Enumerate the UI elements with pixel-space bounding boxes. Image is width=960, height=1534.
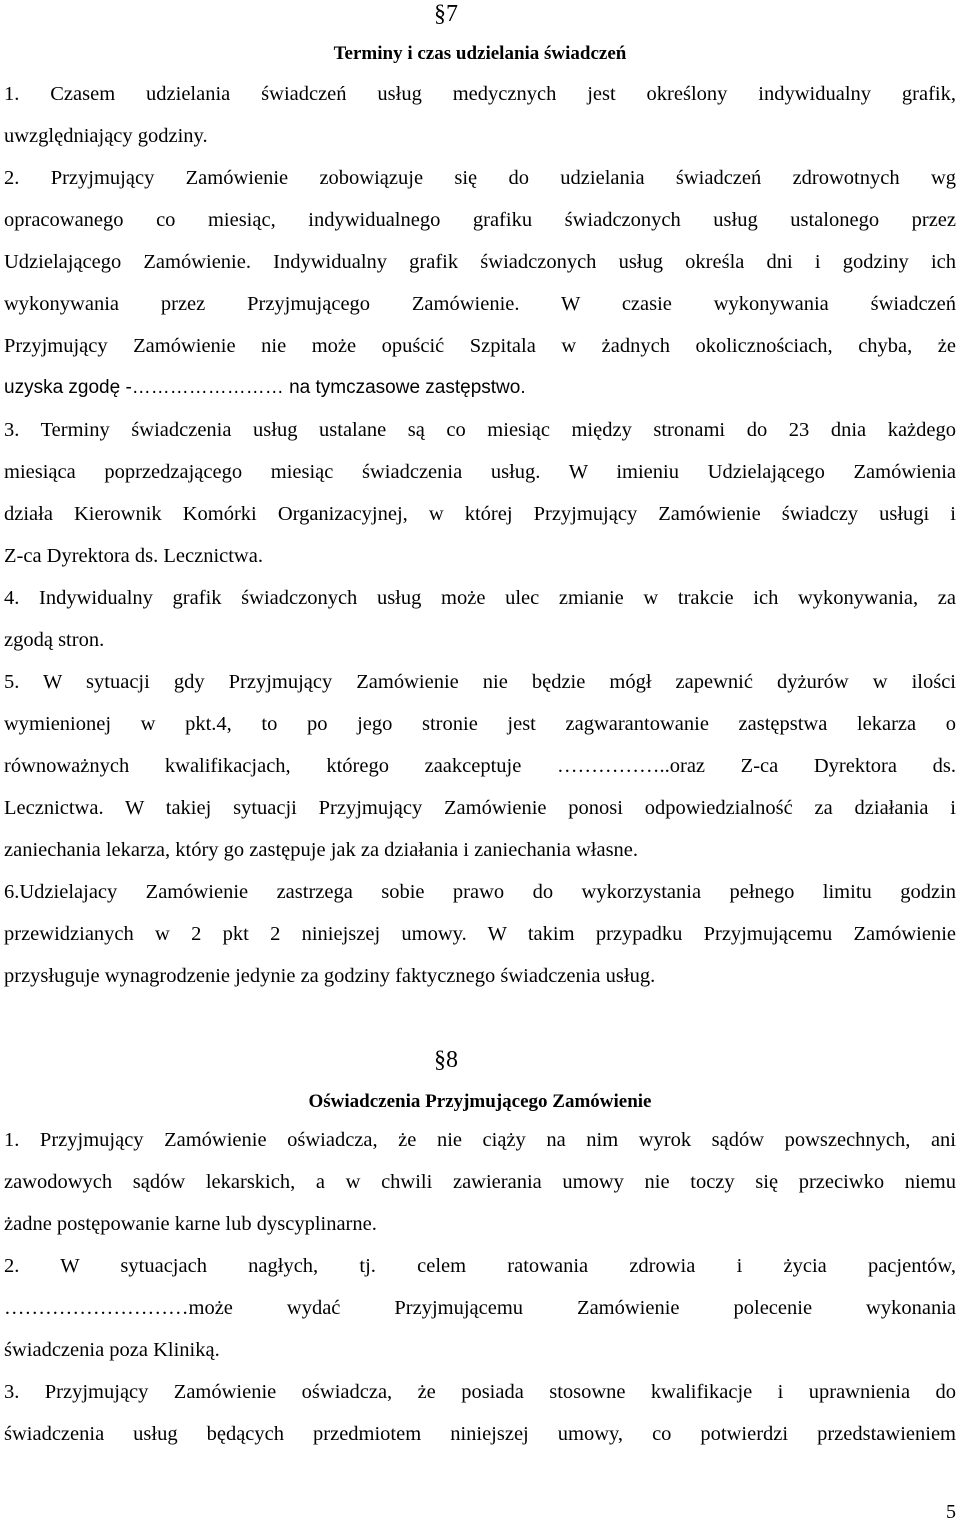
paragraph-line: równoważnych kwalifikacjach, którego zaakceptuje ……………..oraz Z-ca Dyrektora ds.: [4, 755, 956, 777]
paragraph-line: Przyjmujący Zamówienie nie może opuścić Szpitala w żadnych okolicznościach, chyba, że: [4, 335, 956, 357]
paragraph-line: wykonywania przez Przyjmującego Zamówienie. W czasie wykonywania świadczeń: [4, 293, 956, 315]
paragraph-line: 5. W sytuacji gdy Przyjmujący Zamówienie nie będzie mógł zapewnić dyżurów w ilości: [4, 671, 956, 693]
paragraph-line: przysługuje wynagrodzenie jedynie za godziny faktycznego świadczenia usług.: [4, 965, 656, 987]
paragraph-line: przewidzianych w 2 pkt 2 niniejszej umowy. W takim przypadku Przyjmującemu Zamówienie: [4, 923, 956, 945]
paragraph-line: wymienionej w pkt.4, to po jego stronie jest zagwarantowanie zastępstwa lekarza o: [4, 713, 956, 735]
paragraph-line: Z-ca Dyrektora ds. Lecznictwa.: [4, 545, 263, 567]
paragraph-line: świadczenia usług będących przedmiotem niniejszej umowy, co potwierdzi przedstawieniem: [4, 1423, 956, 1445]
section-8-title: Oświadczenia Przyjmującego Zamówienie: [308, 1091, 652, 1112]
paragraph-line: Lecznictwa. W takiej sytuacji Przyjmujący Zamówienie ponosi odpowiedzialność za działania i: [4, 797, 956, 819]
paragraph-line: 3. Terminy świadczenia usług ustalane są co miesiąc między stronami do 23 dnia każdego: [4, 419, 956, 441]
paragraph-line: 2. Przyjmujący Zamówienie zobowiązuje się do udzielania świadczeń zdrowotnych wg: [4, 167, 956, 189]
section-8-mark: §8: [434, 1047, 458, 1073]
section-7-mark: §7: [434, 1, 458, 27]
page-number: 5: [946, 1501, 956, 1523]
paragraph-line: zaniechania lekarza, który go zastępuje jak za działania i zaniechania własne.: [4, 839, 639, 861]
paragraph-line: żadne postępowanie karne lub dyscyplinarne.: [4, 1213, 377, 1235]
paragraph-line: miesiąca poprzedzającego miesiąc świadczenia usług. W imieniu Udzielającego Zamówienia: [4, 461, 956, 483]
paragraph-line: świadczenia poza Kliniką.: [4, 1339, 220, 1361]
paragraph-line: 1. Przyjmujący Zamówienie oświadcza, że nie ciąży na nim wyrok sądów powszechnych, ani: [4, 1129, 956, 1151]
paragraph-line: 1. Czasem udzielania świadczeń usług medycznych jest określony indywidualny grafik,: [4, 83, 956, 105]
paragraph-line: 4. Indywidualny grafik świadczonych usług może ulec zmianie w trakcie ich wykonywania, za: [4, 587, 956, 609]
paragraph-line: ………………………może wydać Przyjmującemu Zamówienie polecenie wykonania: [4, 1297, 956, 1319]
paragraph-line: 6.Udzielajacy Zamówienie zastrzega sobie prawo do wykorzystania pełnego limitu godzin: [4, 881, 956, 903]
paragraph-line: zgodą stron.: [4, 629, 105, 651]
paragraph-line: 3. Przyjmujący Zamówienie oświadcza, że posiada stosowne kwalifikacje i uprawnienia do: [4, 1381, 956, 1403]
paragraph-line: Udzielającego Zamówienie. Indywidualny grafik świadczonych usług określa dni i godziny ich: [4, 251, 956, 273]
paragraph-line: opracowanego co miesiąc, indywidualnego grafiku świadczonych usług ustalonego przez: [4, 209, 956, 231]
paragraph-line: 2. W sytuacjach nagłych, tj. celem ratowania zdrowia i życia pacjentów,: [4, 1255, 956, 1277]
paragraph-line: uwzględniający godziny.: [4, 125, 208, 147]
paragraph-line: działa Kierownik Komórki Organizacyjnej, w której Przyjmujący Zamówienie świadczy usługi i: [4, 503, 956, 525]
paragraph-line: zawodowych sądów lekarskich, a w chwili zawierania umowy nie toczy się przeciwko niemu: [4, 1171, 956, 1193]
paragraph-line: uzyska zgodę -…………………… na tymczasowe zastępstwo.: [4, 377, 526, 398]
section-7-title: Terminy i czas udzielania świadczeń: [333, 43, 627, 64]
